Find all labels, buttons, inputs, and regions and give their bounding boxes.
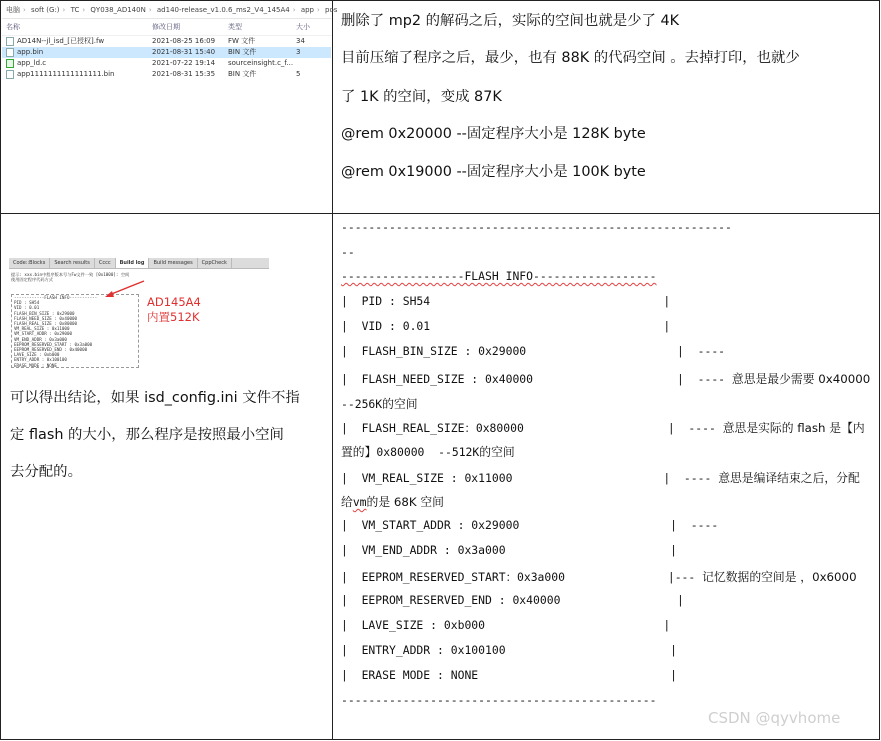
dash-line: ---------------------------------------------- (341, 693, 657, 707)
file-size: 5 (296, 70, 301, 78)
file-size: 34 (296, 37, 305, 45)
flash-real-size-line: | FLASH_REAL_SIZE：0x80000 | ---- 意思是实际的 flash 是【内 (341, 421, 865, 435)
flash-info-line: VID : 0.01 (14, 305, 40, 311)
note-line-2: 目前压缩了程序之后，最少，也有 88K 的代码空间 。去掉打印，也就少 (341, 50, 800, 66)
flash-info-line: VM_START_ADDR : 0x29000 (14, 331, 72, 337)
note-line-4: @rem 0x20000 --固定程序大小是 128K byte (341, 126, 646, 142)
breadcrumb-item: app (300, 6, 314, 14)
file-date: 2021-07-22 19:14 (152, 59, 216, 67)
breadcrumb-item: pos (325, 6, 338, 14)
column-header-date: 修改日期 (152, 23, 180, 31)
file-explorer-screenshot (2, 2, 338, 210)
dash-line: -- (341, 245, 355, 259)
vm-start-addr-line: | VM_START_ADDR : 0x29000 | ---- (341, 518, 719, 532)
breadcrumb-item: 电脑 (6, 6, 20, 14)
file-name: AD14N--jl_isd_[已授权].fw (17, 37, 105, 45)
breadcrumb-item: QY038_AD140N (90, 6, 146, 14)
watermark: CSDN @qyvhome (708, 709, 841, 727)
file-icon (6, 70, 14, 79)
tab-build-messages: Build messages (149, 258, 197, 268)
flash-info-line: FLASH_BIN_SIZE : 0x29000 (14, 310, 75, 316)
file-date: 2021-08-25 16:09 (152, 37, 216, 45)
file-name: app1111111111111111.bin (17, 70, 115, 78)
breadcrumb-item: TC (70, 6, 80, 14)
flash-info-header: ------------------FLASH INFO------------------ (341, 269, 657, 283)
flash-info-line: FLASH_NEED_SIZE : 0x40000 (14, 315, 78, 321)
flash-info-line: VM_END_ADDR : 0x3a000 (14, 336, 67, 342)
flash-info-line: ENTRY_ADDR : 0x100100 (14, 357, 67, 363)
flash-info-line: EEPROM_RESERVED_END : 0x40000 (14, 347, 88, 353)
log-line: 提示: xxx.bin中程序版本号与Fw文件一致 [0x1000]: 空间 (11, 272, 130, 277)
flash-real-size-note: 置的】0x80000 --512K的空间 (341, 445, 515, 459)
column-header-size: 大小 (296, 23, 310, 31)
file-row-selected (2, 47, 331, 58)
flash-info-line: PID : SH54 (14, 300, 40, 306)
file-row (2, 36, 331, 47)
table-row-divider (0, 213, 880, 214)
file-type: sourceinsight.c_f... (228, 59, 294, 67)
file-name: app_ld.c (17, 59, 47, 67)
column-header-type: 类型 (228, 23, 242, 31)
log-line: 使用固定程序代码方式 (11, 277, 53, 283)
file-icon (6, 37, 14, 46)
file-date: 2021-08-31 15:40 (152, 48, 216, 56)
conclusion-line-2: 定 flash 的大小，那么程序是按照最小空间 (10, 427, 284, 443)
tab-search-results: Search results (50, 258, 95, 268)
pid-line: | PID : SH54 | (341, 294, 671, 308)
red-arrow-icon (9, 258, 269, 370)
vm-real-size-line: | VM_REAL_SIZE : 0x11000 | ---- 意思是编译结束之后，分配 (341, 471, 860, 485)
note-line-3: 了 1K 的空间，变成 87K (341, 89, 502, 105)
file-name: app.bin (17, 48, 44, 56)
table-column-divider (332, 0, 333, 740)
erase-mode-line: | ERASE MODE : NONE | (341, 668, 678, 682)
tab-code-blocks: Code::Blocks (9, 258, 50, 268)
file-icon (6, 48, 14, 57)
breadcrumb-item: ad140-release_v1.0.6_ms2_V4_145A4 (156, 6, 290, 14)
tab-cppcheck: CppCheck (198, 258, 232, 268)
file-row (2, 58, 331, 69)
file-date: 2021-08-31 15:35 (152, 70, 216, 78)
note-line-5: @rem 0x19000 --固定程序大小是 100K byte (341, 164, 646, 180)
file-size (296, 58, 326, 69)
entry-addr-line: | ENTRY_ADDR : 0x100100 | (341, 643, 678, 657)
source-file-icon (6, 59, 14, 68)
tab-cccc: Cccc (95, 258, 116, 268)
conclusion-line-1: 可以得出结论，如果 isd_config.ini 文件不指 (10, 390, 300, 406)
breadcrumb: 电脑 › soft (G:) › TC › QY038_AD140N › ad140-release_v1.0.6_ms2_V4_145A4 › app › pos (2, 2, 331, 19)
flash-bin-size-line: | FLASH_BIN_SIZE : 0x29000 | ---- (341, 344, 726, 358)
vid-line: | VID : 0.01 | (341, 319, 671, 333)
file-size: 3 (296, 48, 301, 56)
vm-real-size-note: 给vm的是 68K 空间 (341, 495, 444, 509)
vm-end-addr-line: | VM_END_ADDR : 0x3a000 | (341, 543, 678, 557)
eeprom-end-line: | EEPROM_RESERVED_END : 0x40000 | (341, 593, 684, 607)
flash-info-line: ------------FLASH INFO----------- (14, 295, 98, 300)
tab-build-log: Build log (116, 258, 150, 268)
column-header-name: 名称 (6, 23, 20, 31)
breadcrumb-item: soft (G:) (31, 6, 60, 14)
flash-info-line: ERASE MODE : NONE (14, 362, 57, 368)
note-line-1: 删除了 mp2 的解码之后，实际的空间也就是少了 4K (341, 13, 680, 29)
build-log-screenshot (9, 258, 269, 370)
eeprom-start-line: | EEPROM_RESERVED_START：0x3a000 |--- 记忆数据的空间是 ，0x6000 (341, 570, 857, 584)
flash-info-line: FLASH_REAL_SIZE : 0x80000 (14, 321, 78, 327)
flash-need-size-note: --256K的空间 (341, 397, 418, 411)
column-headers (2, 19, 331, 36)
flash-info-line: EEPROM_RESERVED_START : 0x3a000 (14, 341, 93, 347)
file-type: FW 文件 (228, 37, 256, 45)
file-row (2, 69, 331, 80)
flash-need-size-line: | FLASH_NEED_SIZE : 0x40000 | ---- 意思是最少需要 0x40000 (341, 372, 871, 386)
flash-info-line: VM_REAL_SIZE : 0x11000 (14, 326, 70, 332)
chip-note-model: AD145A4 (147, 295, 201, 309)
lave-size-line: | LAVE_SIZE : 0xb000 | (341, 618, 671, 632)
flash-info-line: LAVE_SIZE : 0xb000 (14, 352, 60, 358)
dash-line: --------------------------------------------------------- (341, 220, 732, 234)
file-type: BIN 文件 (228, 70, 257, 78)
chip-note-flash: 内置512K (147, 310, 200, 324)
conclusion-line-3: 去分配的。 (10, 464, 82, 480)
file-type: BIN 文件 (228, 48, 257, 56)
